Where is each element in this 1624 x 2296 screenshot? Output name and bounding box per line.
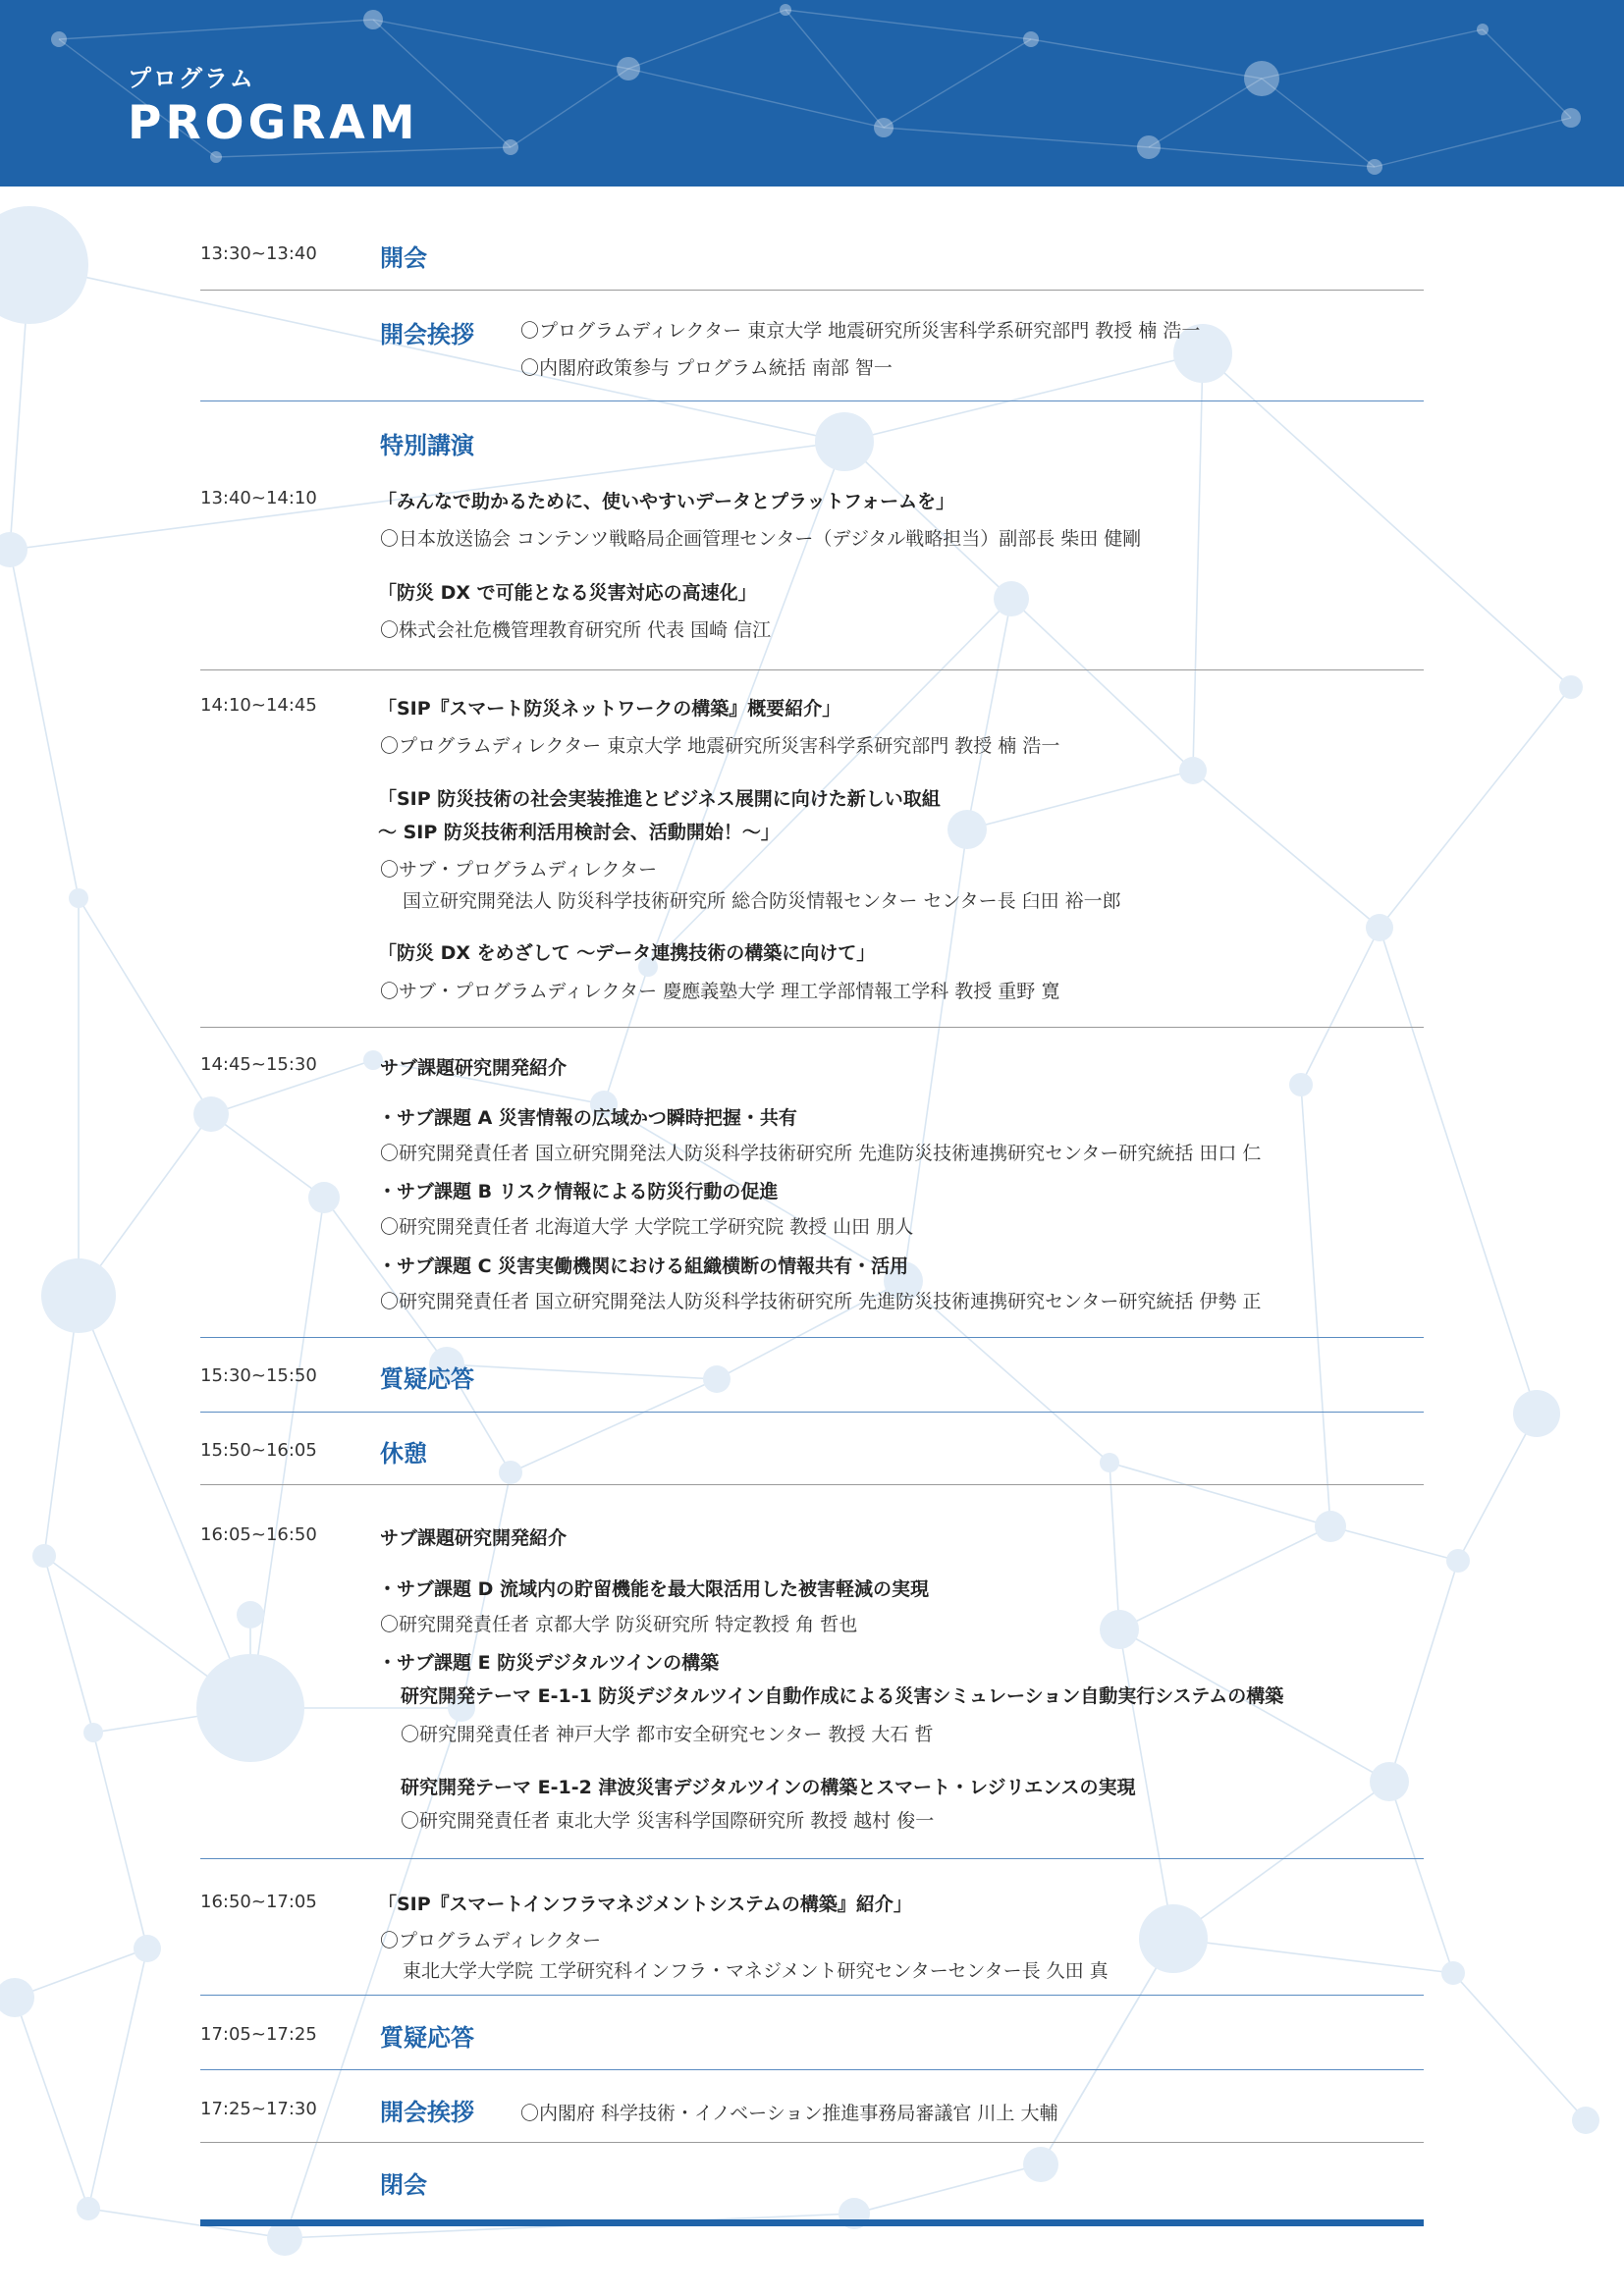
time-slot: 15:30~15:50: [200, 1365, 317, 1386]
divider: [200, 1337, 1424, 1338]
session-label: 休憩: [380, 1440, 427, 1468]
closing-bar: [200, 2219, 1424, 2226]
speaker-line: 〇日本放送協会 コンテンツ戦略局企画管理センター（デジタル戦略担当）副部長 柴田 健剛: [380, 528, 1142, 550]
speaker-line: 〇研究開発責任者 京都大学 防災研究所 特定教授 角 哲也: [380, 1614, 858, 1635]
section-heading: サブ課題研究開発紹介: [380, 1527, 568, 1549]
speaker-line: 〇研究開発責任者 神戸大学 都市安全研究センター 教授 大石 哲: [401, 1724, 934, 1745]
theme-title: 研究開発テーマ E-1-2 津波災害デジタルツインの構築とスマート・レジリエンスの実現: [401, 1777, 1136, 1798]
speaker-line: 〇内閣府 科学技術・イノベーション推進事務局審議官 川上 大輔: [520, 2103, 1058, 2124]
talk-title: ・サブ課題 D 流域内の貯留機能を最大限活用した被害軽減の実現: [378, 1578, 930, 1600]
time-slot: 16:05~16:50: [200, 1524, 317, 1545]
time-slot: 15:50~16:05: [200, 1440, 317, 1461]
talk-title: 「みんなで助かるために、使いやすいデータとプラットフォームを」: [378, 491, 955, 512]
time-slot: 17:25~17:30: [200, 2099, 317, 2119]
talk-title: ・サブ課題 B リスク情報による防災行動の促進: [378, 1181, 779, 1202]
talk-title: ～ SIP 防災技術利活用検討会、活動開始！～」: [378, 822, 780, 843]
time-slot: 13:40~14:10: [200, 488, 317, 508]
divider: [200, 1858, 1424, 1859]
session-label: 開会挨拶: [380, 321, 474, 348]
speaker-line: 〇内閣府政策参与 プログラム統括 南部 智一: [520, 357, 893, 379]
speaker-line: 〇プログラムディレクター: [380, 1930, 602, 1951]
session-label: 特別講演: [380, 432, 474, 459]
divider: [200, 1027, 1424, 1028]
session-label: 質疑応答: [380, 1365, 474, 1393]
session-label: 開会: [380, 244, 427, 272]
speaker-line: 〇サブ・プログラムディレクター 慶應義塾大学 理工学部情報工学科 教授 重野 寛: [380, 981, 1060, 1002]
speaker-line: 〇研究開発責任者 国立研究開発法人防災科学技術研究所 先進防災技術連携研究センター研究統括 伊勢 正: [380, 1291, 1262, 1312]
session-label: 開会挨拶: [380, 2099, 474, 2126]
speaker-line: 〇研究開発責任者 北海道大学 大学院工学研究院 教授 山田 朋人: [380, 1216, 914, 1238]
speaker-line: 東北大学大学院 工学研究科インフラ・マネジメント研究センターセンター長 久田 真: [403, 1960, 1109, 1982]
divider: [200, 1995, 1424, 1996]
divider: [200, 2142, 1424, 2143]
divider: [200, 2069, 1424, 2070]
talk-title: 「SIP『スマート防災ネットワークの構築』概要紹介」: [378, 698, 841, 720]
session-label: 閉会: [380, 2171, 427, 2199]
speaker-line: 国立研究開発法人 防災科学技術研究所 総合防災情報センター センター長 臼田 裕一郎: [403, 890, 1121, 912]
talk-title: 「防災 DX で可能となる災害対応の高速化」: [378, 582, 757, 604]
divider: [200, 290, 1424, 291]
speaker-line: 〇株式会社危機管理教育研究所 代表 国崎 信江: [380, 619, 772, 641]
talk-title: ・サブ課題 C 災害実働機関における組織横断の情報共有・活用: [378, 1255, 909, 1277]
divider: [200, 669, 1424, 670]
talk-title: 「SIP『スマートインフラマネジメントシステムの構築』紹介」: [378, 1894, 912, 1915]
divider: [200, 400, 1424, 401]
speaker-line: 〇研究開発責任者 国立研究開発法人防災科学技術研究所 先進防災技術連携研究センター研究統括 田口 仁: [380, 1143, 1262, 1164]
time-slot: 14:10~14:45: [200, 695, 317, 716]
talk-title: 「SIP 防災技術の社会実装推進とビジネス展開に向けた新しい取組: [378, 788, 941, 810]
session-label: 質疑応答: [380, 2024, 474, 2052]
section-heading: サブ課題研究開発紹介: [380, 1057, 568, 1079]
theme-title: 研究開発テーマ E-1-1 防災デジタルツイン自動作成による災害シミュレーション自動実行システムの構築: [401, 1685, 1284, 1707]
time-slot: 13:30~13:40: [200, 243, 317, 264]
talk-title: 「防災 DX をめざして ～データ連携技術の構築に向けて」: [378, 942, 876, 964]
talk-title: ・サブ課題 E 防災デジタルツインの構築: [378, 1652, 720, 1674]
header-title: PROGRAM: [128, 96, 419, 150]
divider: [200, 1484, 1424, 1485]
time-slot: 17:05~17:25: [200, 2024, 317, 2045]
divider: [200, 1412, 1424, 1413]
time-slot: 14:45~15:30: [200, 1054, 317, 1075]
talk-title: ・サブ課題 A 災害情報の広域かつ瞬時把握・共有: [378, 1107, 797, 1129]
speaker-line: 〇プログラムディレクター 東京大学 地震研究所災害科学系研究部門 教授 楠 浩一: [520, 320, 1201, 342]
speaker-line: 〇研究開発責任者 東北大学 災害科学国際研究所 教授 越村 俊一: [401, 1810, 935, 1832]
time-slot: 16:50~17:05: [200, 1892, 317, 1912]
speaker-line: 〇サブ・プログラムディレクター: [380, 859, 658, 881]
speaker-line: 〇プログラムディレクター 東京大学 地震研究所災害科学系研究部門 教授 楠 浩一: [380, 735, 1060, 757]
header-subtitle: プログラム: [128, 65, 255, 92]
